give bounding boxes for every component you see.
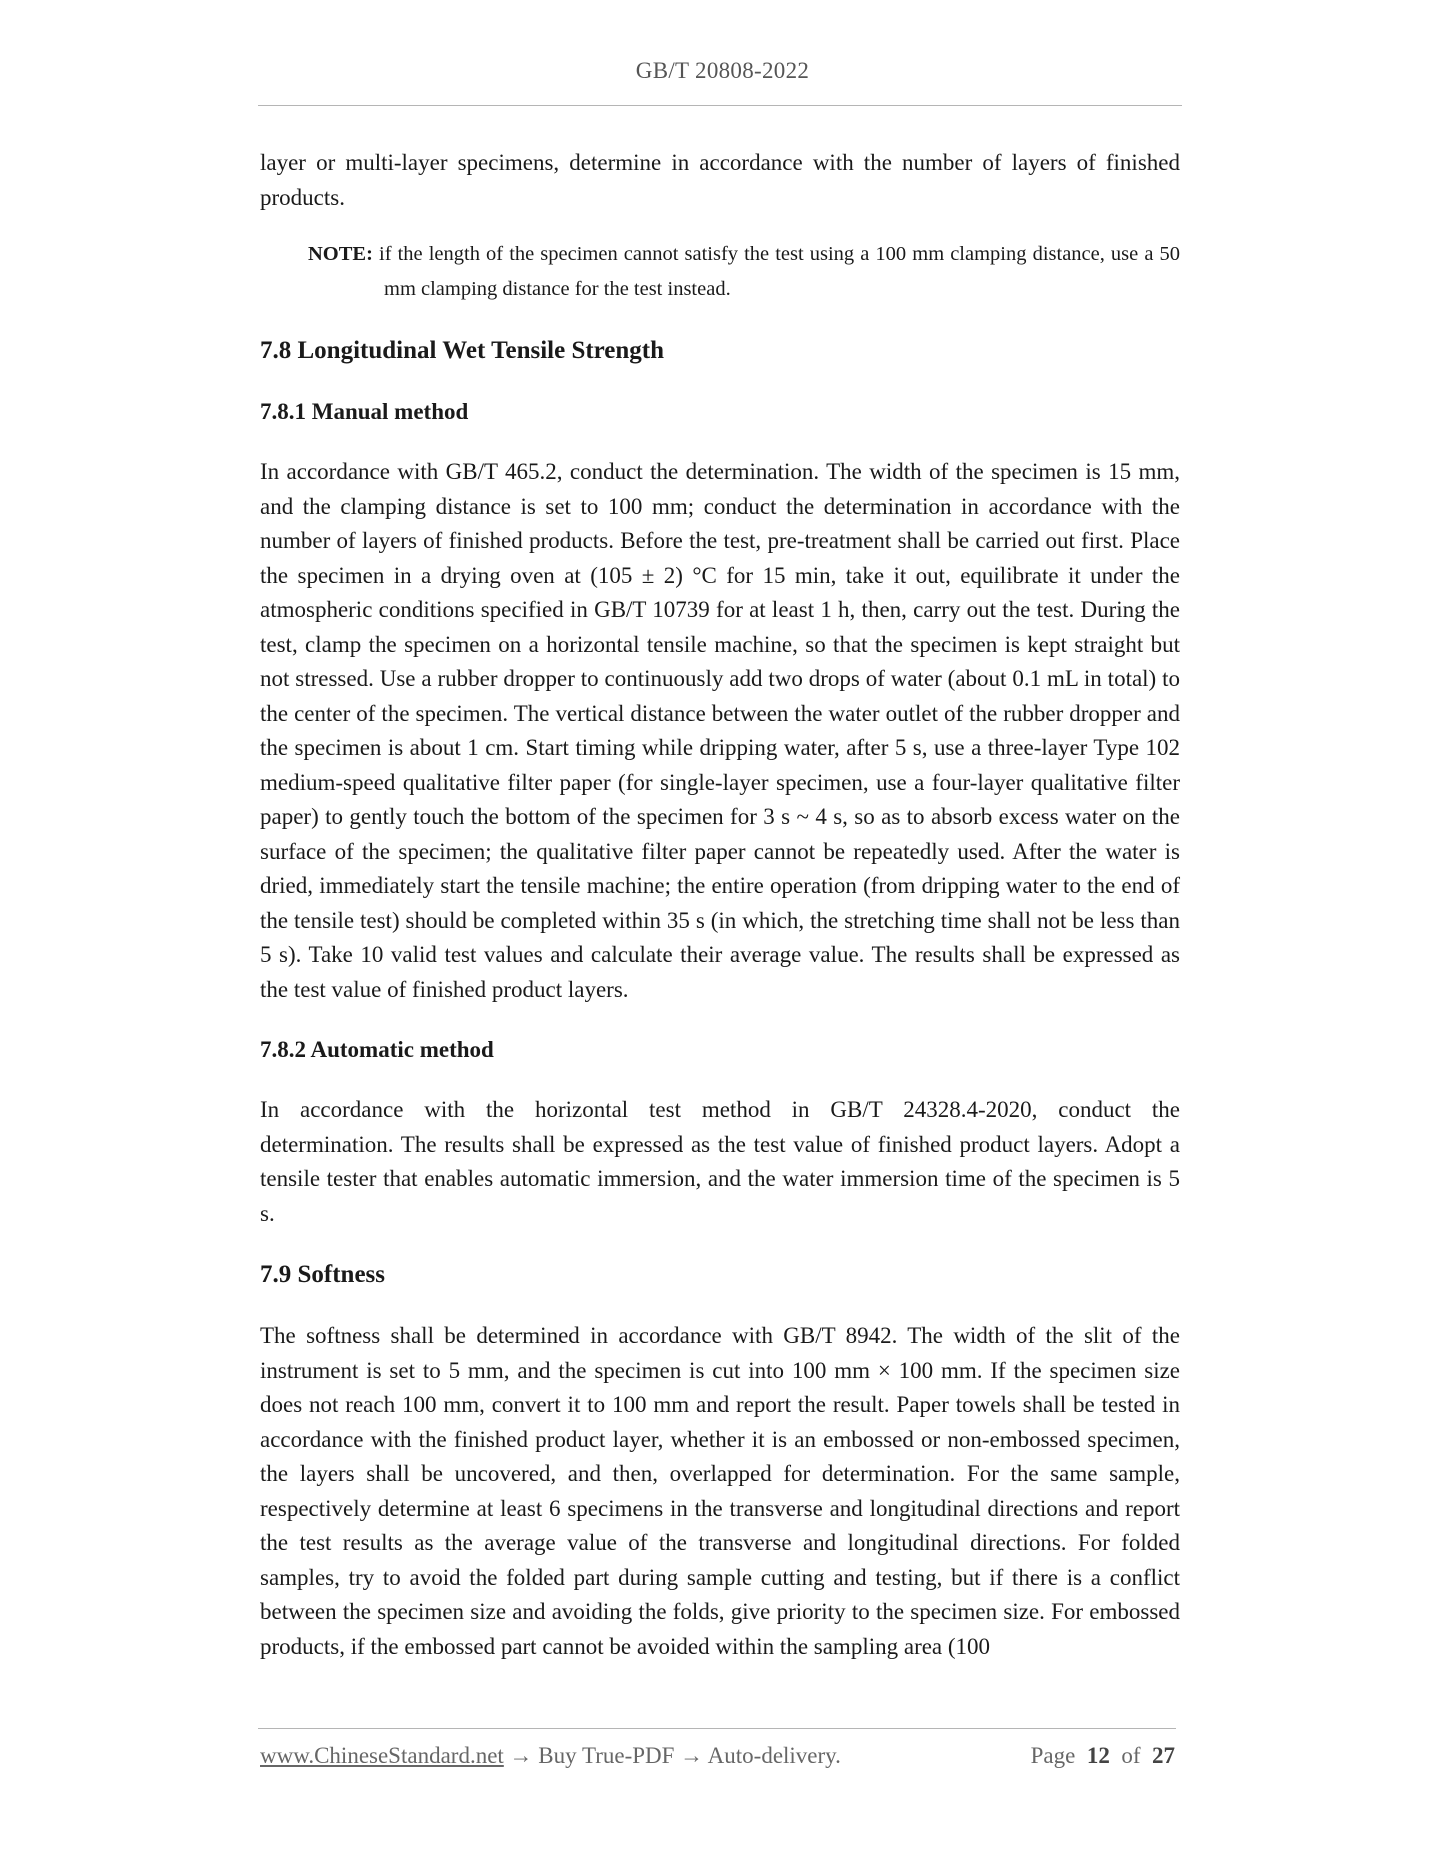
softness-paragraph: The softness shall be determined in accordance with GB/T 8942. The width of the slit of the instrument is set to 5 mm, and the specimen is cut into 100 mm × 100 mm. If the specimen size does not reach 100 mm, convert it to 100 mm and report the result. Paper towels shall be tested in accordance with the finished product layer, whether it is an embossed or non-embossed specimen, the layers shall be uncovered, and then, overlapped for determination. For the same sample, respectively determine at least 6 specimens in the transverse and longitudinal directions and report the test results as the average value of the transverse and longitudinal directions. For folded samples, try to avoid the folded part during sample cutting and testing, but if there is a conflict between the specimen size and avoiding the folds, give priority to the specimen size. For embossed products, if the embossed part cannot be avoided within the sampling area (100 — [260, 1323, 1180, 1659]
note-label: NOTE: — [308, 243, 373, 265]
page-indicator — [1031, 1743, 1175, 1769]
note-block — [308, 237, 1180, 307]
page-header: GB/T 20808-2022 — [635, 58, 810, 83]
automatic-method-line1: In accordance with the horizontal test method in GB/T 24328.4-2020, conduct the — [260, 1097, 1180, 1122]
note-text: if the length of the specimen cannot satisfy the test using a 100 mm clamping distance, use a 50 mm clamping distance for the test instead. — [379, 243, 1181, 300]
page-total: 27 — [1152, 1743, 1175, 1768]
page-content — [260, 146, 1180, 1664]
website-link[interactable]: www.ChineseStandard.net — [260, 1743, 504, 1768]
of-label: of — [1121, 1743, 1141, 1768]
automatic-method-rest: determination. The results shall be expressed as the test value of finished product layers. Adopt a tensile tester that enables automatic immersion, and the water immersion time of the specimen is 5 s. — [260, 1131, 1180, 1226]
section-7-8-2-heading: 7.8.2 Automatic method — [260, 1037, 494, 1062]
footer-divider — [258, 1728, 1176, 1729]
section-7-9-heading: 7.9 Softness — [260, 1261, 386, 1288]
page-label: Page — [1030, 1743, 1076, 1768]
automatic-method-paragraph — [260, 1093, 1180, 1231]
page-number: 12 — [1086, 1743, 1110, 1768]
header-divider — [258, 105, 1182, 106]
section-7-8-1-heading: 7.8.1 Manual method — [260, 399, 469, 424]
footer-tagline: → Buy True-PDF → Auto-delivery. — [503, 1743, 841, 1768]
section-7-8-heading: 7.8 Longitudinal Wet Tensile Strength — [260, 337, 665, 364]
manual-method-paragraph: In accordance with GB/T 465.2, conduct the determination. The width of the specimen is 15 mm, and the clamping distance is set to 100 mm; conduct the determination in accordance with the number of layers of finished products. Before the test, pre-treatment shall be carried out first. Place the specimen in a drying oven at (105 ± 2) °C for 15 min, take it out, equilibrate it under the atmospheric conditions specified in GB/T 10739 for at least 1 h, then, carry out the test. During the test, clamp the specimen on a horizontal tensile machine, so that the specimen is kept straight but not stressed. Use a rubber dropper to continuously add two drops of water (about 0.1 mL in total) to the center of the specimen. The vertical distance between the water outlet of the rubber dropper and the specimen is about 1 cm. Start timing while dripping water, after 5 s, use a three-layer Type 102 medium-speed qualitative filter paper (for single-layer specimen, use a four-layer qualitative filter paper) to gently touch the bottom of the specimen for 3 s ~ 4 s, so as to absorb excess water on the surface of the specimen; the qualitative filter paper cannot be repeatedly used. After the water is dried, immediately start the tensile machine; the entire operation (from dripping water to the end of the tensile test) should be completed within 35 s (in which, the stretching time shall not be less than 5 s). Take 10 valid test values and calculate their average value. The results shall be expressed as the test value of finished product layers. — [260, 459, 1180, 1002]
footer-source — [260, 1743, 841, 1769]
intro-paragraph: layer or multi-layer specimens, determine in accordance with the number of layers of finished products. — [260, 150, 1180, 210]
